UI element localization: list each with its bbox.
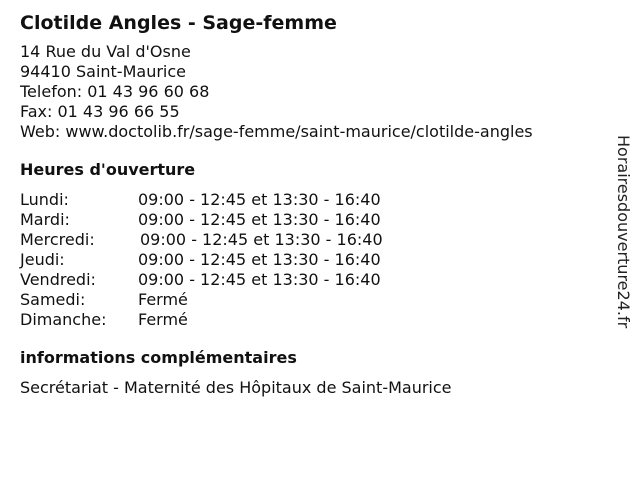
hours-row-vendredi: [20, 270, 600, 290]
additional-info-text: Secrétariat - Maternité des Hôpitaux de Saint-Maurice: [20, 378, 452, 397]
day-label: Mardi:: [20, 210, 70, 229]
day-hours: 09:00 - 12:45 et 13:30 - 16:40: [138, 270, 381, 289]
additional-info-heading: informations complémentaires: [20, 348, 297, 367]
day-label: Jeudi:: [20, 250, 65, 269]
day-label: Lundi:: [20, 190, 69, 209]
day-hours: 09:00 - 12:45 et 13:30 - 16:40: [138, 190, 381, 209]
hours-row-samedi: [20, 290, 600, 310]
business-card: [20, 10, 600, 398]
day-label: Vendredi:: [20, 270, 96, 289]
opening-hours-heading: Heures d'ouverture: [20, 160, 196, 179]
phone-number[interactable]: Telefon: 01 43 96 60 68: [20, 82, 210, 101]
day-hours: Fermé: [138, 290, 188, 309]
hours-row-mercredi: [20, 230, 600, 250]
day-hours: 09:00 - 12:45 et 13:30 - 16:40: [140, 230, 383, 249]
day-label: Mercredi:: [20, 230, 95, 249]
day-hours: Fermé: [138, 310, 188, 329]
address-city: 94410 Saint-Maurice: [20, 62, 186, 81]
day-hours: 09:00 - 12:45 et 13:30 - 16:40: [138, 250, 381, 269]
hours-row-dimanche: [20, 310, 600, 330]
business-title: Clotilde Angles - Sage-femme: [20, 12, 337, 34]
address-street: 14 Rue du Val d'Osne: [20, 42, 191, 61]
website-link[interactable]: Web: www.doctolib.fr/sage-femme/saint-maurice/clotilde-angles: [20, 122, 533, 141]
day-hours: 09:00 - 12:45 et 13:30 - 16:40: [138, 210, 381, 229]
hours-row-lundi: [20, 190, 600, 210]
hours-row-jeudi: [20, 250, 600, 270]
fax-number: Fax: 01 43 96 66 55: [20, 102, 180, 121]
site-watermark: Horairesdouverture24.fr: [614, 135, 633, 329]
opening-hours-table: [20, 190, 600, 330]
day-label: Dimanche:: [20, 310, 107, 329]
day-label: Samedi:: [20, 290, 86, 309]
hours-row-mardi: [20, 210, 600, 230]
